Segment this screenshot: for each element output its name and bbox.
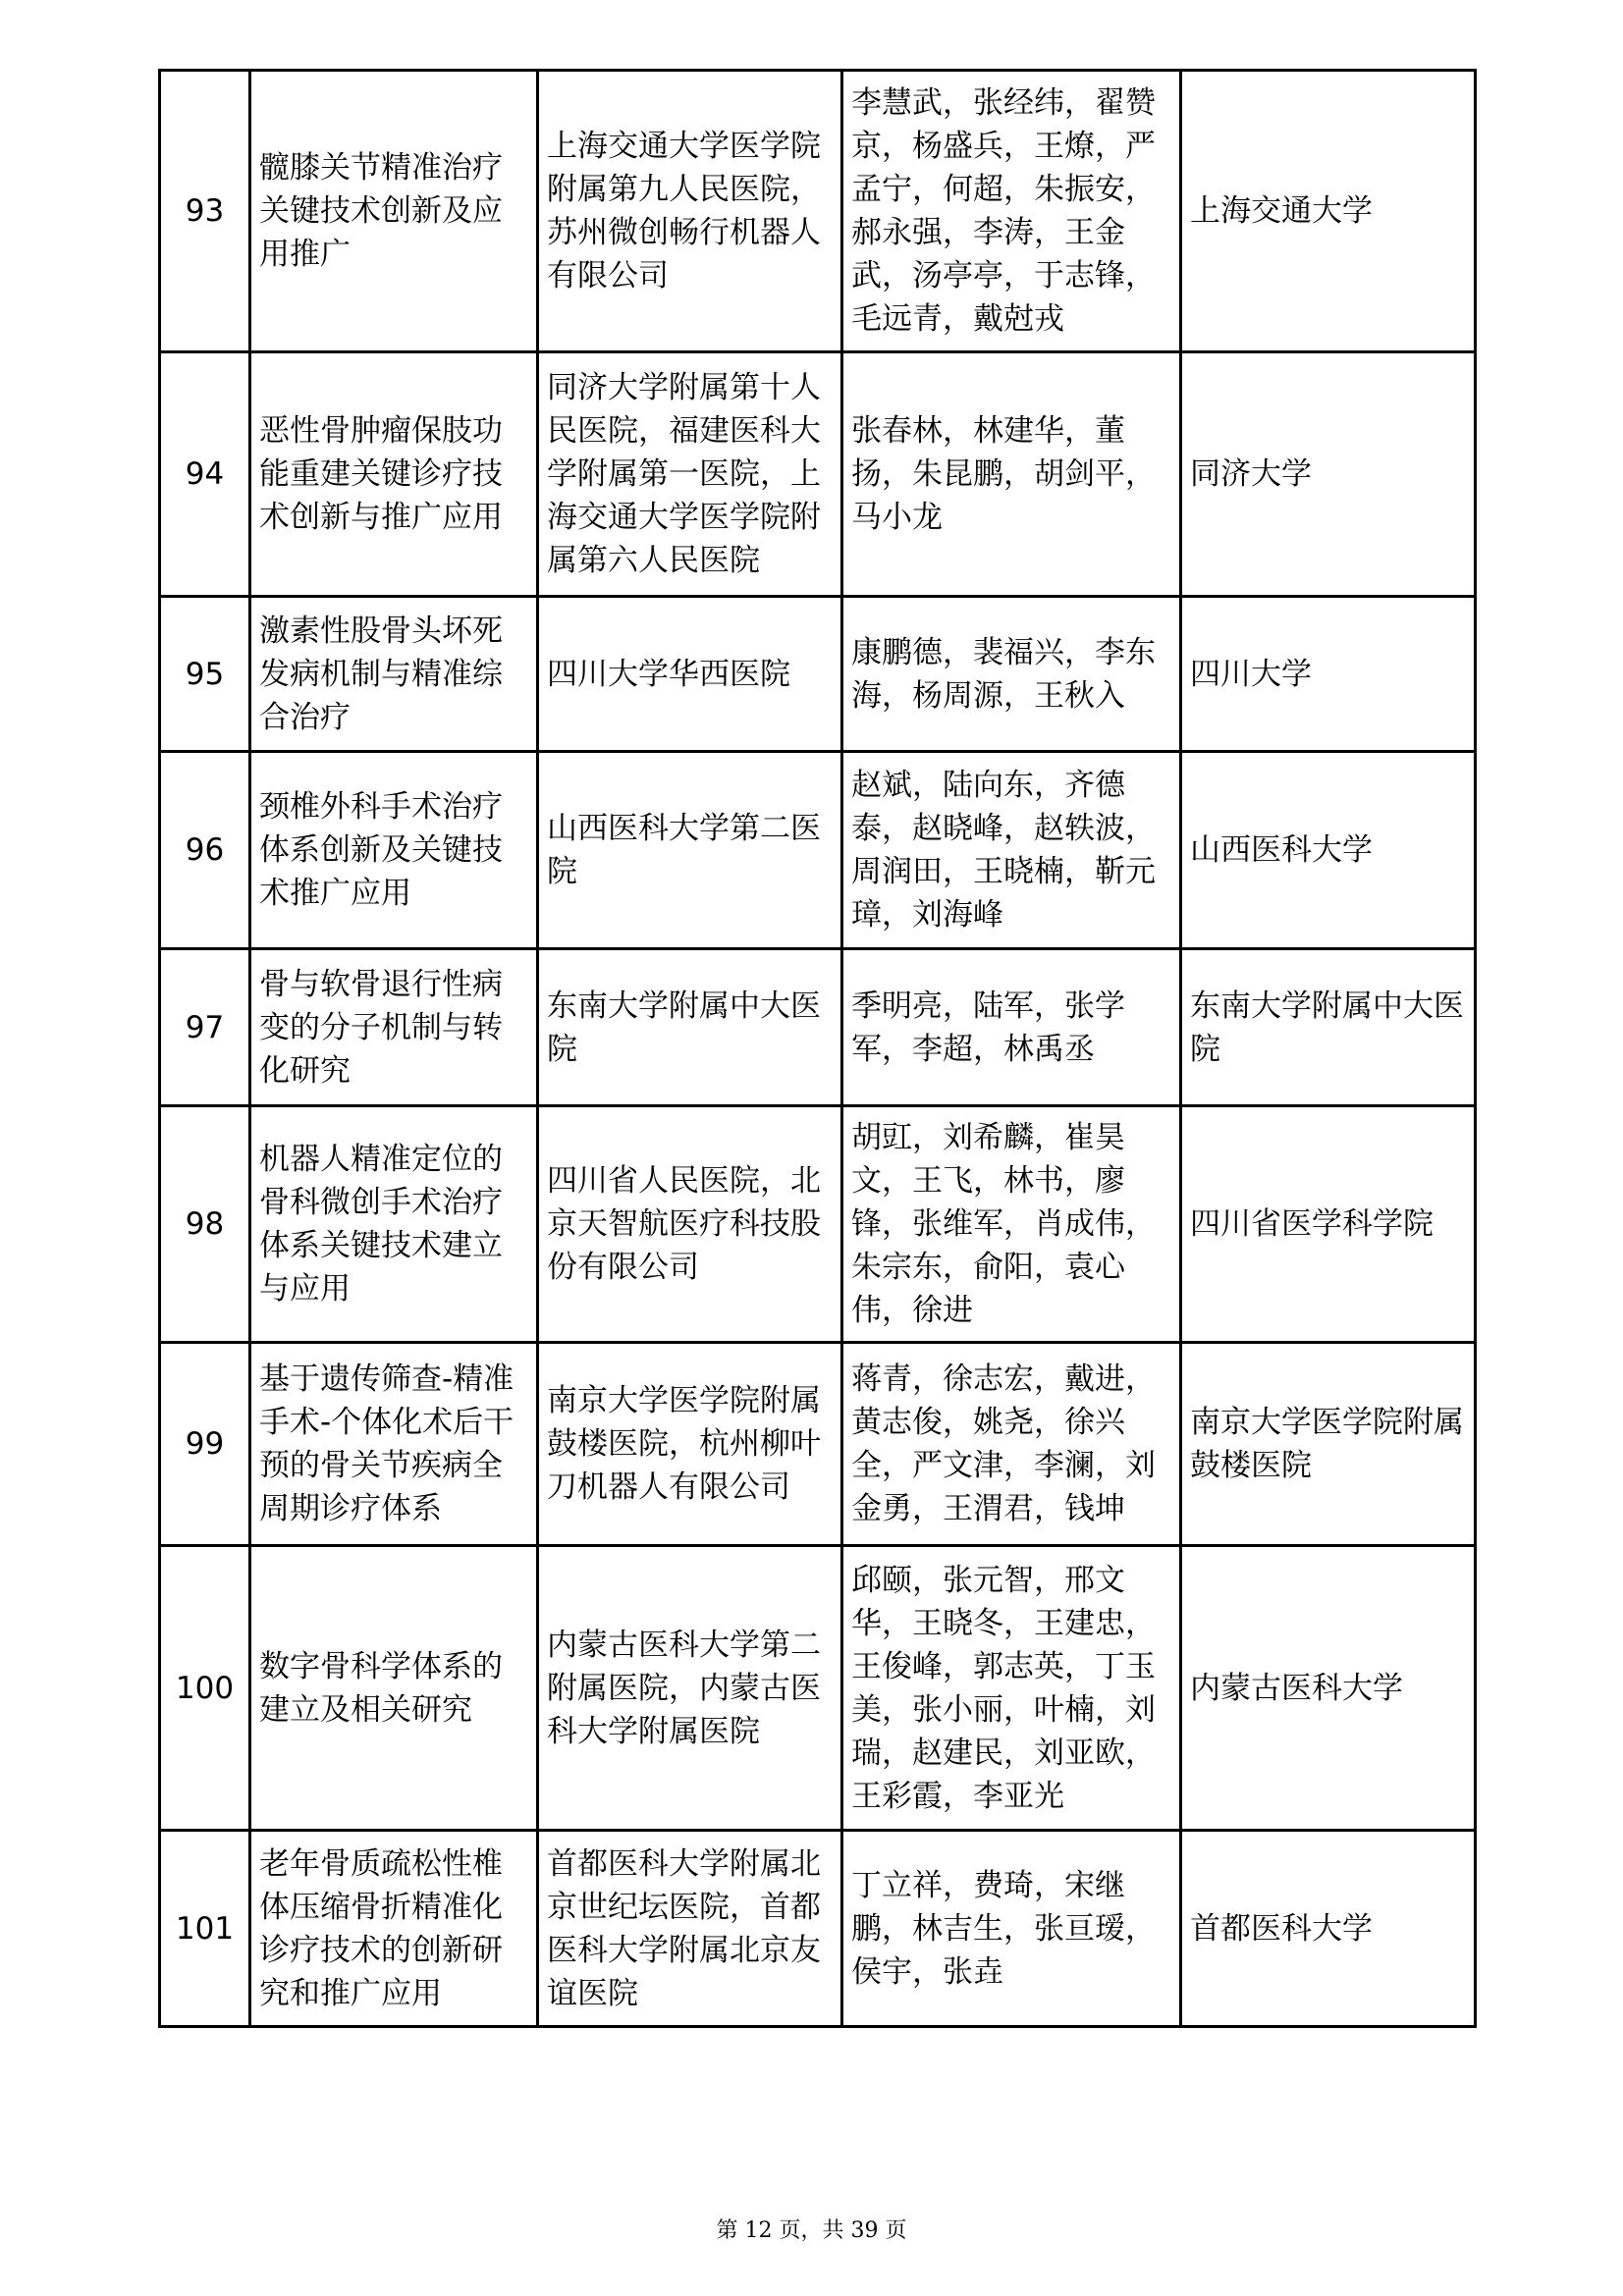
- completing-organizations: 同济大学附属第十人民医院，福建医科大学附属第一医院，上海交通大学医学院附属第六人民医院: [538, 352, 842, 597]
- completing-people: 李慧武，张经纬，翟赞京，杨盛兵，王燎，严孟宁，何超，朱振安，郝永强，李涛，王金武，汤亭亭，于志锋，毛远青，戴尅戎: [842, 71, 1181, 352]
- completing-people: 邱颐，张元智，邢文华，王晓冬，王建忠，王俊峰，郭志英，丁玉美，张小丽，叶楠，刘瑞，赵建民，刘亚欧，王彩霞，李亚光: [842, 1546, 1181, 1831]
- completing-organizations: 上海交通大学医学院附属第九人民医院，苏州微创畅行机器人有限公司: [538, 71, 842, 352]
- project-title: 数字骨科学体系的建立及相关研究: [250, 1546, 538, 1831]
- completing-organizations: 山西医科大学第二医院: [538, 752, 842, 949]
- table-row: [160, 597, 1476, 752]
- nominating-unit: 内蒙古医科大学: [1181, 1546, 1476, 1831]
- row-number: 99: [160, 1343, 250, 1546]
- nominating-unit: 东南大学附属中大医院: [1181, 949, 1476, 1106]
- nominating-unit: 山西医科大学: [1181, 752, 1476, 949]
- nominating-unit: 上海交通大学: [1181, 71, 1476, 352]
- completing-people: 张春林，林建华，董扬，朱昆鹏，胡剑平，马小龙: [842, 352, 1181, 597]
- completing-people: 康鹏德，裴福兴，李东海，杨周源，王秋入: [842, 597, 1181, 752]
- row-number: 101: [160, 1831, 250, 2027]
- table-row: [160, 1546, 1476, 1831]
- completing-organizations: 内蒙古医科大学第二附属医院，内蒙古医科大学附属医院: [538, 1546, 842, 1831]
- completing-organizations: 首都医科大学附属北京世纪坛医院，首都医科大学附属北京友谊医院: [538, 1831, 842, 2027]
- row-number: 100: [160, 1546, 250, 1831]
- table-row: [160, 352, 1476, 597]
- completing-organizations: 四川大学华西医院: [538, 597, 842, 752]
- project-title: 基于遗传筛查-精准手术-个体化术后干预的骨关节疾病全周期诊疗体系: [250, 1343, 538, 1546]
- nominating-unit: 四川大学: [1181, 597, 1476, 752]
- project-title: 老年骨质疏松性椎体压缩骨折精准化诊疗技术的创新研究和推广应用: [250, 1831, 538, 2027]
- project-title: 激素性股骨头坏死发病机制与精准综合治疗: [250, 597, 538, 752]
- project-title: 恶性骨肿瘤保肢功能重建关键诊疗技术创新与推广应用: [250, 352, 538, 597]
- row-number: 94: [160, 352, 250, 597]
- completing-people: 季明亮，陆军，张学军，李超，林禹丞: [842, 949, 1181, 1106]
- table-row: [160, 949, 1476, 1106]
- completing-people: 胡豇，刘希麟，崔昊文，王飞，林书，廖锋，张维军，肖成伟，朱宗东，俞阳，袁心伟，徐进: [842, 1106, 1181, 1343]
- completing-organizations: 南京大学医学院附属鼓楼医院，杭州柳叶刀机器人有限公司: [538, 1343, 842, 1546]
- row-number: 93: [160, 71, 250, 352]
- project-title: 颈椎外科手术治疗体系创新及关键技术推广应用: [250, 752, 538, 949]
- project-title: 骨与软骨退行性病变的分子机制与转化研究: [250, 949, 538, 1106]
- table-row: [160, 1343, 1476, 1546]
- row-number: 95: [160, 597, 250, 752]
- nominating-unit: 同济大学: [1181, 352, 1476, 597]
- completing-people: 赵斌，陆向东，齐德泰，赵晓峰，赵轶波，周润田，王晓楠，靳元璋，刘海峰: [842, 752, 1181, 949]
- row-number: 97: [160, 949, 250, 1106]
- completing-organizations: 四川省人民医院，北京天智航医疗科技股份有限公司: [538, 1106, 842, 1343]
- nominating-unit: 首都医科大学: [1181, 1831, 1476, 2027]
- awards-table: [158, 69, 1477, 2028]
- nominating-unit: 南京大学医学院附属鼓楼医院: [1181, 1343, 1476, 1546]
- row-number: 96: [160, 752, 250, 949]
- project-title: 机器人精准定位的骨科微创手术治疗体系关键技术建立与应用: [250, 1106, 538, 1343]
- row-number: 98: [160, 1106, 250, 1343]
- page-number: 第 12 页，共 39 页: [716, 2218, 907, 2243]
- completing-people: 丁立祥，费琦，宋继鹏，林吉生，张亘瑷，侯宇，张垚: [842, 1831, 1181, 2027]
- project-title: 髋膝关节精准治疗关键技术创新及应用推广: [250, 71, 538, 352]
- nominating-unit: 四川省医学科学院: [1181, 1106, 1476, 1343]
- completing-people: 蒋青，徐志宏，戴进，黄志俊，姚尧，徐兴全，严文津，李澜，刘金勇，王渭君，钱坤: [842, 1343, 1181, 1546]
- completing-organizations: 东南大学附属中大医院: [538, 949, 842, 1106]
- table-row: [160, 752, 1476, 949]
- table-row: [160, 1831, 1476, 2027]
- table-row: [160, 1106, 1476, 1343]
- table-row: [160, 71, 1476, 352]
